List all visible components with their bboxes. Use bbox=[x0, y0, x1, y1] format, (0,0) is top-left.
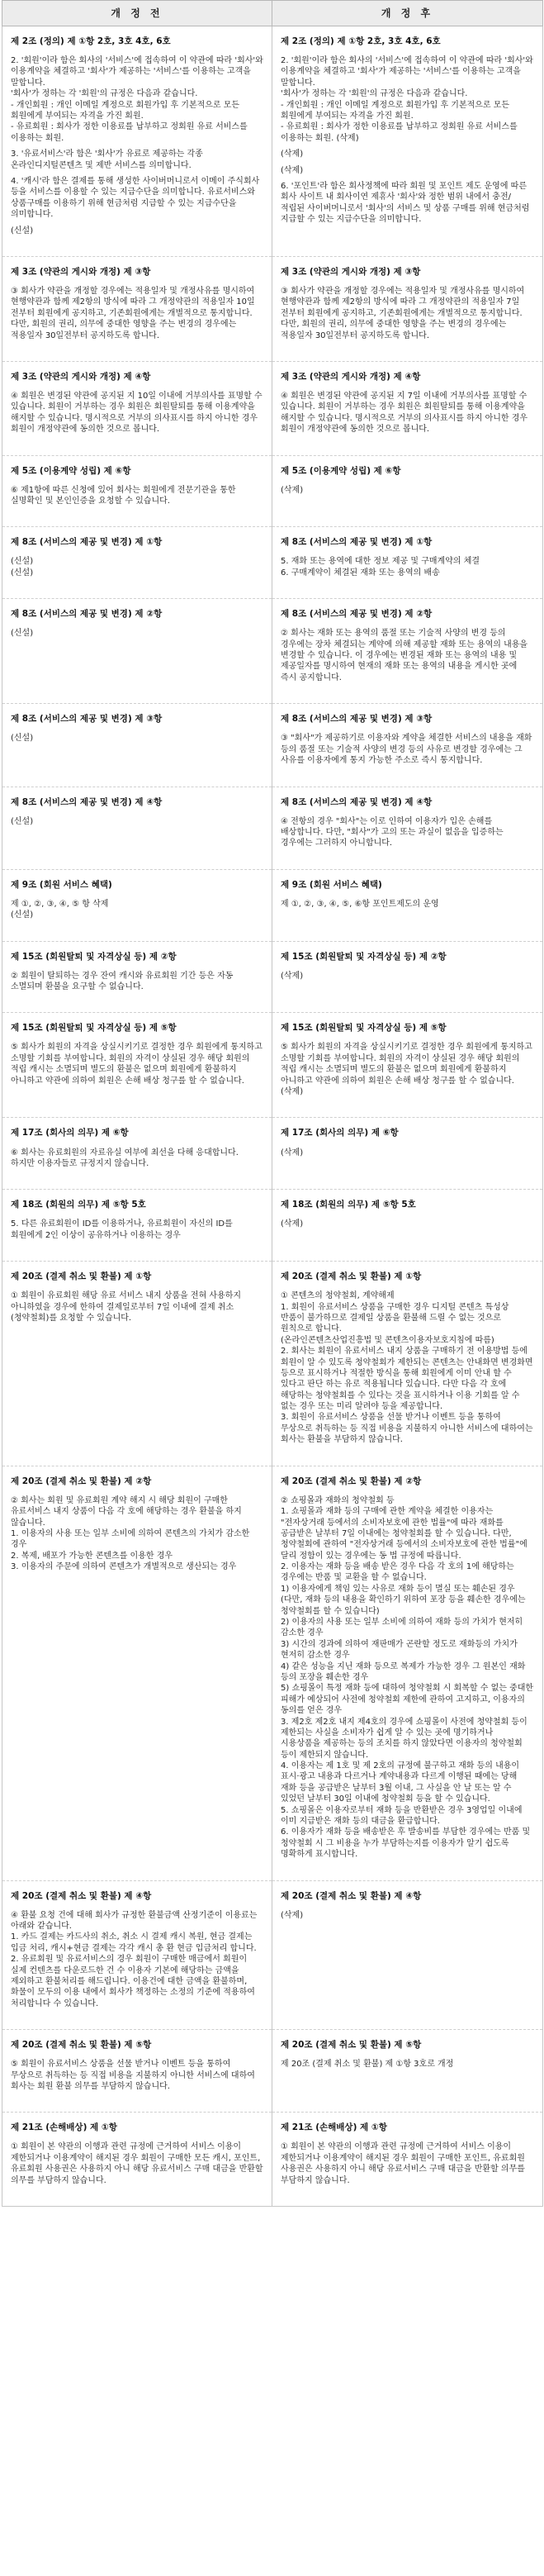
cell-before bbox=[2, 941, 272, 1013]
clause-text: 제 ①, ②, ③, ④, ⑤, ⑥항 포인트제도의 운영 bbox=[281, 899, 439, 909]
cell-after bbox=[272, 787, 543, 869]
cell-after bbox=[272, 941, 543, 1013]
clause-text: (신설) bbox=[11, 226, 34, 235]
clause-heading: 제 3조 (약관의 게시와 개정) 제 ③항 bbox=[11, 266, 151, 277]
clause-heading: 제 20조 (결제 취소 및 환불) 제 ④항 bbox=[11, 1890, 152, 1901]
clause-text: ⑤ 회사가 회원의 자격을 상실시키기로 결정한 경우 회원에게 통지하고 소명할 기회를 부여합니다. 회원의 자격이 상실된 경우 해당 회원의 적립 캐시는 소멸되며 별도의 환불은 없으며 회원에게 환불하지 아니하고 약관에 의하여 회원은 손해 배상 청구를 할 수 없습니다. (삭제) bbox=[281, 1043, 536, 1097]
cell-before bbox=[2, 704, 272, 787]
clause-text: ② 회원이 탈퇴하는 경우 잔여 캐시와 유료회원 기간 등은 자동 소멸되며 환불을 요구할 수 없습니다. bbox=[11, 971, 236, 992]
cell-before bbox=[2, 2113, 272, 2207]
table-row bbox=[2, 869, 543, 941]
cell-after bbox=[272, 599, 543, 704]
clause-text: ① 회원이 본 약관의 이행과 관련 규정에 근거하여 서비스 이용이 제한되거나 이용계약이 해지된 경우 회원이 구매한 포인트, 유료회원 사용권은 사용하지 아니 해당 유료서비스 구매 대금을 반환할 의무를 부담하지 않습니다. bbox=[281, 2142, 528, 2185]
table-row bbox=[2, 704, 543, 787]
cell-after bbox=[272, 704, 543, 787]
table-row bbox=[2, 256, 543, 361]
clause-heading: 제 18조 (회원의 의무) 제 ⑤항 5호 bbox=[11, 1200, 146, 1210]
cell-before bbox=[2, 1466, 272, 1880]
cell-before bbox=[2, 527, 272, 599]
clause-text: (삭제) bbox=[281, 485, 304, 495]
clause-text: ③ 회사가 약관을 개정할 경우에는 적용일자 및 개정사유를 명시하여 현행약관과 함께 제2항의 방식에 따라 그 개정약관의 적용일자 10일 전부터 회원에게 공지하고, 기존회원에게는 개별적으로 통지합니다. 다만, 회원의 권리, 의무에 중대한 영향을 주는 변경의 경우에는 적용일자 30일전부터 공지하도록 합니다. bbox=[11, 286, 258, 340]
cell-after bbox=[272, 2030, 543, 2113]
table-row bbox=[2, 1118, 543, 1190]
cell-before bbox=[2, 256, 272, 361]
amendment-comparison-table bbox=[2, 0, 543, 2207]
table-row bbox=[2, 1013, 543, 1118]
cell-after bbox=[272, 1013, 543, 1118]
clause-heading: 제 2조 (정의) 제 ①항 2호, 3호 4호, 6호 bbox=[11, 36, 171, 46]
cell-before bbox=[2, 1118, 272, 1190]
cell-before bbox=[2, 1880, 272, 2030]
clause-heading: 제 8조 (서비스의 제공 및 변경) 제 ④항 bbox=[281, 796, 433, 807]
clause-heading: 제 8조 (서비스의 제공 및 변경) 제 ③항 bbox=[11, 714, 163, 725]
clause-text: ⑥ 회사는 유료회원의 자료유실 여부에 최선을 다해 응대합니다. 하지만 이용자들로 규정지지 않습니다. bbox=[11, 1148, 242, 1168]
clause-text: ④ 회원은 변경된 약관에 공지된 지 10일 이내에 거부의사를 표명할 수 있습니다. 회원이 거부하는 경우 회원은 회원탈퇴를 통해 이용계약을 해지할 수 있습니다. 명시적으로 거부의 의사표시를 하지 아니한 경우 회원이 개정약관에 동의한 것으로 봅니다. bbox=[11, 392, 265, 435]
table-row bbox=[2, 1880, 543, 2030]
table-row bbox=[2, 787, 543, 869]
clause-text: ② 회사는 회원 및 유료회원 계약 해지 시 해당 회원이 구매한 유료서비스 내지 상품이 다음 각 호에 해당하는 경우 환불을 하지 않습니다. 1. 이용자의 사용 또는 일부 소비에 의하여 콘텐츠의 가치가 감소한 경우 2. 복제, 배포가 가능한 콘텐츠를 이용한 경우 3. 이용자의 주문에 의하여 콘텐츠가 개별적으로 생산되는 경우 bbox=[11, 1495, 250, 1572]
table-row bbox=[2, 1466, 543, 1880]
clause-heading: 제 3조 (약관의 게시와 개정) 제 ④항 bbox=[281, 371, 421, 382]
clause-text: (신설) bbox=[11, 816, 34, 826]
clause-heading: 제 3조 (약관의 게시와 개정) 제 ③항 bbox=[281, 266, 421, 277]
clause-text: 2. '회원'이라 함은 회사의 '서비스'에 접속하여 이 약관에 따라 '회사'와 이용계약을 체결하고 '회사'가 제공하는 '서비스'를 이용하는 고객을 말합니다. '회사'가 정하는 각 '회원'의 규정은 다음과 같습니다. - 개인회원 : 개인 이메일 계정으로 회원가입 후 기본적으로 모든 회원에게 부여되는 자격을 가진 회원. - 유료회원 : 회사가 정한 이용료를 납부하고 정회원 유료 서비스를 이용하는 회원. bbox=[11, 56, 263, 143]
clause-heading: 제 20조 (결제 취소 및 환불) 제 ④항 bbox=[281, 1890, 422, 1901]
cell-after bbox=[272, 26, 543, 257]
clause-heading: 제 18조 (회원의 의무) 제 ⑤항 5호 bbox=[281, 1200, 416, 1210]
clause-text: 6. '포인트'라 함은 회사정책에 따라 회원 및 포인트 제도 운영에 따른 회사 사이트 내 회사이연 제휴사 '회사'와 정한 범위 내에서 충전/적립된 사이버머니로서 '회사'의 서비스 및 상품 구매를 위해 현금처럼 지급할 수 있는 지급수단을 의미합니다. bbox=[281, 181, 532, 225]
column-header-after: 개 정 후 bbox=[272, 1, 543, 26]
table-row bbox=[2, 26, 543, 257]
table-row bbox=[2, 599, 543, 704]
cell-after bbox=[272, 2113, 543, 2207]
clause-text: 2. '회원'이라 함은 회사의 '서비스'에 접속하여 이 약관에 따라 '회사'와 이용계약을 체결하고 '회사'가 제공하는 '서비스'를 이용하는 고객을 말합니다. '회사'가 정하는 각 '회원'의 규정은 다음과 같습니다. - 개인회원 : 개인 이메일 계정으로 회원가입 후 기본적으로 모든 회원에게 부여되는 자격을 가진 회원. - 유료회원 : 회사가 정한 이용료를 납부하고 정회원 유료 서비스를 이용하는 회원. (삭제) bbox=[281, 56, 533, 143]
clause-heading: 제 20조 (결제 취소 및 환불) 제 ⑤항 bbox=[281, 2040, 422, 2051]
clause-heading: 제 15조 (회원탈퇴 및 자격상실 등) 제 ②항 bbox=[281, 951, 447, 962]
clause-text: 5. 재화 또는 용역에 대한 정보 제공 및 구매계약의 체결 6. 구매계약이 체결된 재화 또는 용역의 배송 bbox=[281, 557, 480, 577]
clause-heading: 제 20조 (결제 취소 및 환불) 제 ①항 bbox=[11, 1271, 152, 1282]
table-row bbox=[2, 2030, 543, 2113]
clause-text: ② 회사는 재화 또는 용역의 품절 또는 기술적 사양의 변경 등의 경우에는 장차 체결되는 계약에 의해 제공할 재화 또는 용역의 내용을 변경할 수 있습니다. 이 경우에는 변경된 재화 또는 용역의 내용 및 제공일자를 명시하여 현재의 재화 또는 용역의 내용을 게시한 곳에 즉시 공지합니다. bbox=[281, 629, 531, 682]
clause-heading: 제 9조 (회원 서비스 혜택) bbox=[11, 879, 112, 890]
cell-after bbox=[272, 869, 543, 941]
cell-before bbox=[2, 869, 272, 941]
clause-text: ④ 환불 요청 건에 대해 회사가 규정한 환불금액 산정기준이 이용료는 아래와 같습니다. 1. 카드 결제는 카드사의 취소, 취소 시 결제 캐시 복원, 현금 결제는 입금 처리, 캐시+현금 결제는 각각 캐시 총 환 현금 입금처리 합니다. 2. 유료회원 및 유료서비스의 경우 회원이 구매한 매금에서 회원이 실제 컨텐츠를 다운로드한 건 수 이용자 기본에 해당하는 금액을 제외하고 환불처리를 해드립니다. 이용건에 대한 금액을 환불하며, 화물이 모두의 이용 내에서 회사가 책정하는 소정의 기준에 적용하여 처리합니다 수 있습니다. bbox=[11, 1910, 258, 2008]
clause-heading: 제 8조 (서비스의 제공 및 변경) 제 ②항 bbox=[11, 609, 163, 620]
table-body bbox=[2, 26, 543, 2207]
clause-heading: 제 15조 (회원탈퇴 및 자격상실 등) 제 ⑤항 bbox=[11, 1023, 177, 1034]
cell-after bbox=[272, 1190, 543, 1262]
cell-after bbox=[272, 1262, 543, 1466]
table-row bbox=[2, 1190, 543, 1262]
cell-before bbox=[2, 787, 272, 869]
cell-before bbox=[2, 1262, 272, 1466]
clause-text: 제 20조 (결제 취소 및 환불) 제 ①항 3호로 개정 bbox=[281, 2060, 454, 2070]
clause-heading: 제 8조 (서비스의 제공 및 변경) 제 ①항 bbox=[11, 537, 163, 548]
table-row bbox=[2, 527, 543, 599]
clause-text: 5. 다른 유료회원이 ID를 이용하거나, 유료회원이 자신의 ID를 회원에게 2인 이상이 공유하거나 이용하는 경우 bbox=[11, 1219, 235, 1240]
cell-after bbox=[272, 1880, 543, 2030]
clause-heading: 제 20조 (결제 취소 및 환불) 제 ②항 bbox=[281, 1476, 422, 1486]
cell-before bbox=[2, 455, 272, 527]
cell-before bbox=[2, 1013, 272, 1118]
clause-heading: 제 20조 (결제 취소 및 환불) 제 ②항 bbox=[11, 1476, 152, 1486]
clause-text: (삭제) bbox=[281, 971, 304, 981]
clause-heading: 제 5조 (이용계약 성립) 제 ⑥항 bbox=[11, 465, 131, 476]
clause-text: ⑤ 회사가 회원의 자격을 상실시키기로 결정한 경우 회원에게 통지하고 소명할 기회를 부여합니다. 회원의 자격이 상실된 경우 해당 회원의 적립 캐시는 소멸되며 별도의 환불은 없으며 회원에게 환불하지 아니하고 약관에 의하여 회원은 손해 배상 청구를 할 수 없습니다. bbox=[11, 1043, 266, 1086]
clause-text: ④ 회원은 변경된 약관에 공지된 지 7일 이내에 거부의사를 표명할 수 있습니다. 회원이 거부하는 경우 회원은 회원탈퇴를 통해 이용계약을 해지할 수 있습니다. 명시적으로 거부의 의사표시를 하지 아니한 경우 회원이 개정약관에 동의한 것으로 봅니다. bbox=[281, 392, 531, 435]
cell-after bbox=[272, 361, 543, 455]
cell-before bbox=[2, 361, 272, 455]
clause-text: (신설) (신설) bbox=[11, 557, 34, 577]
cell-after bbox=[272, 1466, 543, 1880]
clause-text: ① 회원이 유료회원 해당 유료 서비스 내지 상품을 전혀 사용하지 아니하였을 경우에 한하여 결제일로부터 7일 이내에 결제 취소(청약철회)를 요청할 수 있습니다. bbox=[11, 1291, 244, 1323]
table-row bbox=[2, 2113, 543, 2207]
cell-before bbox=[2, 1190, 272, 1262]
clause-heading: 제 8조 (서비스의 제공 및 변경) 제 ③항 bbox=[281, 714, 433, 725]
clause-heading: 제 20조 (결제 취소 및 환불) 제 ①항 bbox=[281, 1271, 422, 1282]
clause-heading: 제 5조 (이용계약 성립) 제 ⑥항 bbox=[281, 465, 401, 476]
clause-heading: 제 9조 (회원 서비스 혜택) bbox=[281, 879, 382, 890]
clause-heading: 제 21조 (손해배상) 제 ①항 bbox=[11, 2122, 117, 2133]
clause-text: ⑥ 제1항에 따른 신청에 있어 회사는 회원에게 전문기관을 통한 실명확인 및 본인인증을 요청할 수 있습니다. bbox=[11, 485, 239, 506]
clause-text: 4. '캐시'라 함은 결제를 통해 생성한 사이버머니로서 이메이 주식회사 등을 서비스를 이용할 수 있는 지급수단을 의미합니다. 유료서비스와 상품구매를 이용하기 위해 현금처럼 지급할 수 있는 지급수단을 의미합니다. bbox=[11, 176, 263, 220]
table-row bbox=[2, 361, 543, 455]
cell-after bbox=[272, 527, 543, 599]
table-header-row bbox=[2, 1, 543, 26]
clause-text: ③ 회사가 약관을 개정할 경우에는 적용일자 및 개정사유를 명시하여 현행약관과 함께 제2항의 방식에 따라 그 개정약관의 적용일자 7일 전부터 회원에게 공지하고, 기존회원에게는 개별적으로 통지합니다. 다만, 회원의 권리, 의무에 중대한 영향을 주는 변경의 경우에는 적용일자 30일전부터 공지하도록 합니다. bbox=[281, 286, 527, 340]
column-header-before: 개 정 전 bbox=[2, 1, 272, 26]
clause-text: ③ "회사"가 제공하기로 이용자와 계약을 체결한 서비스의 내용을 재화 등의 품절 또는 기술적 사양의 변경 등의 사유로 변경할 경우에는 그 사유를 이용자에게 통지 가능한 주소로 즉시 통지합니다. bbox=[281, 734, 535, 766]
clause-text: ② 쇼핑몰과 재화의 청약철회 등 1. 쇼핑몰과 재화 등의 구매에 관한 계약을 체결한 이용자는 "전자상거래 등에서의 소비자보호에 관한 법률"에 따라 재화를 공급받은 날부터 7일 이내에는 청약철회를 할 수 있습니다. 다만, 청약철회에 관하여 "전자상거래 등에서의 소비자보호에 관한 법률"에 달리 정함이 있는 경우에는 동 법 규정에 따릅니다. 2. 이용자는 재화 등을 배송 받은 경우 다음 각 호의 1에 해당하는 경우에는 반품 및 교환을 할 수 없습니다. 1) 이용자에게 책임 있는 사유로 재화 등이 멸실 또는 훼손된 경우 (다만, 재화 등의 내용을 확인하기 위하여 포장 등을 훼손한 경우에는 청약철회를 할 수 있습니다) 2) 이용자의 사용 또는 일부 소비에 의하여 재화 등의 가치가 현저히 감소한 경우 3) 시간의 경과에 의하여 재판매가 곤란할 정도로 재화등의 가치가 현저히 감소한 경우 4) 같은 성능을 지닌 재화 등으로 복제가 가능한 경우 그 원본인 재화 등의 포장을 훼손한 경우 5) 쇼핑몰이 특정 재화 등에 대하여 청약철회 시 회복할 수 없는 중대한 피해가 예상되어 사전에 청약철회 제한에 관하여 고지하고, 이용자의 동의를 얻은 경우 3. 제2호 제2호 내지 제4호의 경우에 쇼핑몰이 사전에 청약철회 등이 제한되는 사실을 소비자가 쉽게 알 수 있는 곳에 명기하거나 시용상품을 제공하는 등의 조치를 하지 않았다면 이용자의 청약철회 등이 제한되지 않습니다. 4. 이용자는 제 1호 및 제 2호의 규정에 불구하고 재화 등의 내용이 표시·광고 내용과 다르거나 계약내용과 다르게 이행된 때에는 당해 재화 등을 공급받은 날부터 3월 이내, 그 사실을 안 날 또는 알 수 있었던 날부터 30일 이내에 청약철회 등을 할 수 있습니다. 5. 쇼핑몰은 이용자로부터 재화 등을 반환받은 경우 3영업일 이내에 이미 지급받은 재화 등의 대금을 환급합니다. 6. 이용자가 재화 등을 배송받은 후 발송비를 부담한 경우에는 반품 및 청약철회 시 그 비용을 누가 부담하는지를 이용자가 알기 쉽도록 명확하게 표시합니다. bbox=[281, 1495, 534, 1860]
cell-before bbox=[2, 26, 272, 257]
clause-text: (삭제) bbox=[281, 1148, 304, 1157]
clause-heading: 제 15조 (회원탈퇴 및 자격상실 등) 제 ⑤항 bbox=[281, 1023, 447, 1034]
clause-text: (삭제) bbox=[281, 150, 304, 159]
clause-text: 제 ①, ②, ③, ④, ⑤ 항 삭제 (신설) bbox=[11, 899, 109, 920]
clause-text: ④ 전항의 경우 "회사"는 이로 인하여 이용자가 입은 손해를 배상합니다. 다만, "회사"가 고의 또는 과실이 없음을 입증하는 경우에는 그러하지 아니합니다. bbox=[281, 816, 506, 848]
cell-after bbox=[272, 256, 543, 361]
clause-heading: 제 15조 (회원탈퇴 및 자격상실 등) 제 ②항 bbox=[11, 951, 177, 962]
clause-text: (삭제) bbox=[281, 1219, 304, 1229]
clause-heading: 제 20조 (결제 취소 및 환불) 제 ⑤항 bbox=[11, 2040, 152, 2051]
cell-after bbox=[272, 1118, 543, 1190]
clause-heading: 제 8조 (서비스의 제공 및 변경) 제 ①항 bbox=[281, 537, 433, 548]
clause-text: ⑤ 회원이 유료서비스 상품을 선물 받거나 이벤트 등을 통하여 무상으로 취득하는 등 직접 비용을 지불하지 아니한 서비스에 대하여 회사는 회원 환불 의무를 부담하지 않습니다. bbox=[11, 2060, 258, 2092]
clause-heading: 제 8조 (서비스의 제공 및 변경) 제 ②항 bbox=[281, 609, 433, 620]
clause-text: (삭제) bbox=[281, 165, 304, 175]
table-row bbox=[2, 455, 543, 527]
cell-before bbox=[2, 599, 272, 704]
clause-heading: 제 17조 (회사의 의무) 제 ⑥항 bbox=[281, 1128, 399, 1138]
clause-heading: 제 21조 (손해배상) 제 ①항 bbox=[281, 2122, 387, 2133]
cell-before bbox=[2, 2030, 272, 2113]
clause-text: 3. '유료서비스'라 함은 '회사'가 유료로 제공하는 각종 온라인디지털콘텐츠 및 제반 서비스를 의미합니다. bbox=[11, 150, 206, 170]
clause-heading: 제 17조 (회사의 의무) 제 ⑥항 bbox=[11, 1128, 129, 1138]
table-row bbox=[2, 1262, 543, 1466]
cell-after bbox=[272, 455, 543, 527]
clause-heading: 제 3조 (약관의 게시와 개정) 제 ④항 bbox=[11, 371, 151, 382]
clause-heading: 제 2조 (정의) 제 ①항 2호, 3호 4호, 6호 bbox=[281, 36, 441, 46]
table-row bbox=[2, 941, 543, 1013]
clause-text: ① 회원이 본 약관의 이행과 관련 규정에 근거하여 서비스 이용이 제한되거나 이용계약이 해지된 경우 회원이 구매한 모든 캐시, 포인트, 유료회원 사용권은 사용하지 아니 해당 유료서비스 구매 대금을 반환할 의무를 부담하지 않습니다. bbox=[11, 2142, 266, 2185]
clause-text: (신설) bbox=[11, 629, 34, 639]
clause-text: (신설) bbox=[11, 734, 34, 744]
clause-heading: 제 8조 (서비스의 제공 및 변경) 제 ④항 bbox=[11, 796, 163, 807]
clause-text: ① 콘텐츠의 청약철회, 계약해제 1. 회원이 유료서비스 상품을 구매한 경우 디지털 콘텐츠 특성상 반품이 불가하므로 결제일 상품을 환불해 드릴 수 없는 것으로 원칙으로 합니다. (온라인콘텐츠산업진흥법 및 콘텐츠이용자보호지침에 따름) 2. 회사는 회원이 유료서비스 내지 상품을 구매하기 전 이용방법 등에 회원이 알 수 있도록 청약철회가 제한되는 콘텐츠는 안내화면 변경화면 등으로 표시하거나 적절한 방식을 통해 회원에게 이미 안내 할 수 있다고 판단 하는 유로 적용됩니다 있습니다. 다만 다음 각 호에 해당하는 청약철회를 수 있다는 것을 표시하거나 이용 기회를 알 수 없는 경우 또는 미리 알려야 등을 제공합니다. 3. 회원이 유료서비스 상품을 선물 받거나 이벤트 등을 통하여 무상으로 취득하는 등 직접 비용을 지불하지 아니한 서비스에 대하여는 회사는 환불을 부담하지 않습니다. bbox=[281, 1291, 533, 1445]
clause-text: (삭제) bbox=[281, 1910, 304, 1920]
